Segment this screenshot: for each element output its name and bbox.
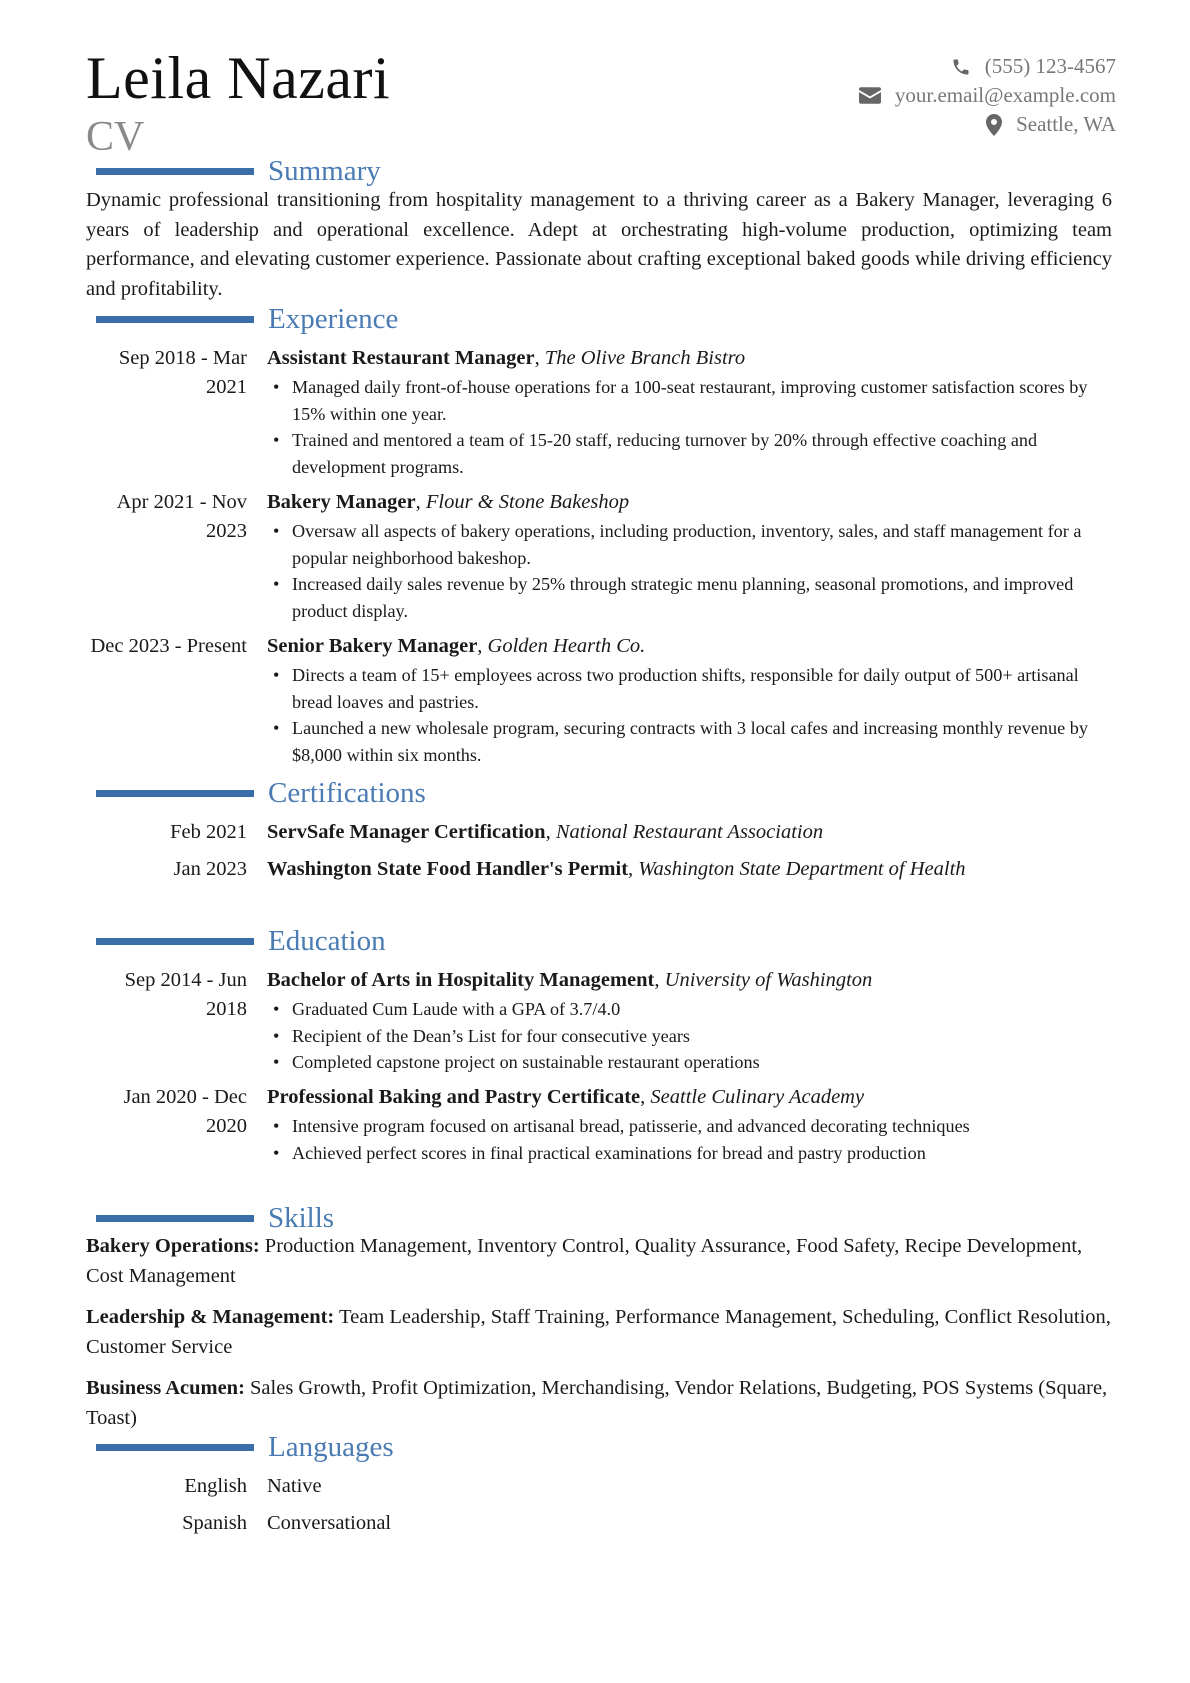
section-title-skills: Skills xyxy=(268,1202,335,1234)
skill-group xyxy=(86,1374,1116,1433)
entry-date: Apr 2021 - Nov 2023 xyxy=(116,491,247,542)
entry-body xyxy=(267,488,1117,624)
header xyxy=(86,42,1116,162)
entry-heading: Bakery Manager, Flour & Stone Bakeshop xyxy=(267,491,630,513)
entry-body xyxy=(267,1083,1117,1166)
section-experience-header xyxy=(96,302,398,336)
envelope-icon xyxy=(859,87,881,104)
section-divider-bar xyxy=(96,1215,254,1222)
contact-phone xyxy=(859,52,1116,81)
list-item: • Trained and mentored a team of 15-20 staff, reducing turnover by 20% through effective coaching and development programs. xyxy=(267,427,1117,480)
section-certifications-header xyxy=(96,776,426,810)
entry-heading: Assistant Restaurant Manager, The Olive Branch Bistro xyxy=(267,347,746,369)
email-text[interactable]: your.email@example.com xyxy=(894,83,1116,107)
section-divider-bar xyxy=(96,1444,254,1451)
bullet-list xyxy=(267,1113,1117,1166)
entry-date: Jan 2023 xyxy=(173,858,247,880)
entry-role: Professional Baking and Pastry Certificate xyxy=(267,1086,641,1108)
section-education-header xyxy=(96,924,386,958)
entry-organization: Washington State Department of Health xyxy=(638,858,966,880)
list-item: • Managed daily front-of-house operations for a 100-seat restaurant, improving customer satisfaction scores by 15% within one year. xyxy=(267,374,1117,427)
entry-role: Bakery Manager xyxy=(267,491,416,513)
entry-organization: Seattle Culinary Academy xyxy=(650,1086,865,1108)
entry-role: ServSafe Manager Certification xyxy=(267,821,546,843)
entry-body xyxy=(267,966,1117,1076)
entry-body xyxy=(267,818,1117,847)
bullet-list xyxy=(267,996,1117,1076)
section-title-education: Education xyxy=(268,925,386,957)
section-summary-header xyxy=(96,154,381,188)
entry-date: Sep 2014 - Jun 2018 xyxy=(124,969,247,1020)
skill-items: Production Management, Inventory Control, Quality Assurance, Food Safety, Recipe Development, Cost Management xyxy=(86,1235,1083,1287)
entry-body xyxy=(267,344,1117,480)
section-languages-header xyxy=(96,1430,394,1464)
entry-organization: Golden Hearth Co. xyxy=(487,635,646,657)
summary-text: Dynamic professional transitioning from hospitality management to a thriving career as a Bakery Manager, leveraging 6 years of leadership and operational excellence. Adept at orchestrating high-volume production, optimizing team performance, and elevating customer experience. Passionate about crafting exceptional baked goods while driving efficiency and profitability. xyxy=(86,189,1112,300)
skill-items: Team Leadership, Staff Training, Performance Management, Scheduling, Conflict Resolution, Customer Service xyxy=(86,1306,1111,1358)
entry-role: Senior Bakery Manager xyxy=(267,635,478,657)
section-divider-bar xyxy=(96,790,254,797)
bullet-list xyxy=(267,662,1117,768)
contact-block xyxy=(859,52,1116,139)
entry-role: Assistant Restaurant Manager xyxy=(267,347,535,369)
list-item: • Recipient of the Dean’s List for four consecutive years xyxy=(267,1023,1117,1050)
section-title-experience: Experience xyxy=(268,303,399,335)
entry-body xyxy=(267,632,1117,768)
list-item: • Graduated Cum Laude with a GPA of 3.7/4.0 xyxy=(267,996,1117,1023)
skill-group xyxy=(86,1232,1116,1291)
section-skills-header xyxy=(96,1201,334,1235)
bullet-list xyxy=(267,374,1117,480)
phone-icon xyxy=(951,57,971,77)
language-level: Conversational xyxy=(267,1512,392,1534)
list-item: • Increased daily sales revenue by 25% through strategic menu planning, seasonal promotions, and improved product display. xyxy=(267,571,1117,624)
section-title-summary: Summary xyxy=(268,155,381,187)
language-level: Native xyxy=(267,1475,322,1497)
entry-body xyxy=(267,855,1117,884)
section-title-certifications: Certifications xyxy=(268,777,426,809)
skill-category: Bakery Operations: xyxy=(86,1235,260,1257)
entry-organization: The Olive Branch Bistro xyxy=(544,347,746,369)
entry-date: Feb 2021 xyxy=(170,821,247,843)
bullet-list xyxy=(267,518,1117,624)
entry-date: Jan 2020 - Dec 2020 xyxy=(123,1086,247,1137)
entry-organization: National Restaurant Association xyxy=(555,821,824,843)
section-divider-bar xyxy=(96,938,254,945)
skill-items: Sales Growth, Profit Optimization, Merchandising, Vendor Relations, Budgeting, POS Systems (Square, Toast) xyxy=(86,1377,1108,1429)
entry-organization: University of Washington xyxy=(664,969,873,991)
location-text: Seattle, WA xyxy=(1016,112,1116,136)
language-name: Spanish xyxy=(182,1512,247,1534)
entry-role: Washington State Food Handler's Permit xyxy=(267,858,629,880)
contact-location xyxy=(859,110,1116,139)
entry-heading: ServSafe Manager Certification, National Restaurant Association xyxy=(267,821,824,843)
list-item: • Oversaw all aspects of bakery operations, including production, inventory, sales, and staff management for a popular neighborhood bakeshop. xyxy=(267,518,1117,571)
list-item: • Intensive program focused on artisanal bread, patisserie, and advanced decorating techniques xyxy=(267,1113,1117,1140)
skill-group xyxy=(86,1303,1116,1362)
list-item: • Launched a new wholesale program, securing contracts with 3 local cafes and increasing monthly revenue by $8,000 within six months. xyxy=(267,715,1117,768)
entry-role: Bachelor of Arts in Hospitality Management xyxy=(267,969,655,991)
skill-category: Leadership & Management: xyxy=(86,1306,335,1328)
entry-heading: Professional Baking and Pastry Certificate, Seattle Culinary Academy xyxy=(267,1086,865,1108)
section-divider-bar xyxy=(96,316,254,323)
section-title-languages: Languages xyxy=(268,1431,394,1463)
list-item: • Completed capstone project on sustainable restaurant operations xyxy=(267,1049,1117,1076)
document-subtitle: CV xyxy=(86,114,145,160)
list-item: • Achieved perfect scores in final practical examinations for bread and pastry production xyxy=(267,1140,1117,1167)
contact-email xyxy=(859,81,1116,110)
entry-heading: Washington State Food Handler's Permit, Washington State Department of Health xyxy=(267,858,966,880)
list-item: • Directs a team of 15+ employees across two production shifts, responsible for daily output of 500+ artisanal bread loaves and pastries. xyxy=(267,662,1117,715)
language-name: English xyxy=(184,1475,247,1497)
skill-category: Business Acumen: xyxy=(86,1377,245,1399)
entry-heading: Bachelor of Arts in Hospitality Management, University of Washington xyxy=(267,969,873,991)
person-name: Leila Nazari xyxy=(86,45,391,111)
map-pin-icon xyxy=(986,114,1002,136)
section-divider-bar xyxy=(96,168,254,175)
entry-date: Sep 2018 - Mar 2021 xyxy=(118,347,247,398)
entry-date: Dec 2023 - Present xyxy=(90,635,247,657)
phone-text[interactable]: (555) 123-4567 xyxy=(984,54,1116,78)
entry-heading: Senior Bakery Manager, Golden Hearth Co. xyxy=(267,635,646,657)
entry-organization: Flour & Stone Bakeshop xyxy=(425,491,630,513)
